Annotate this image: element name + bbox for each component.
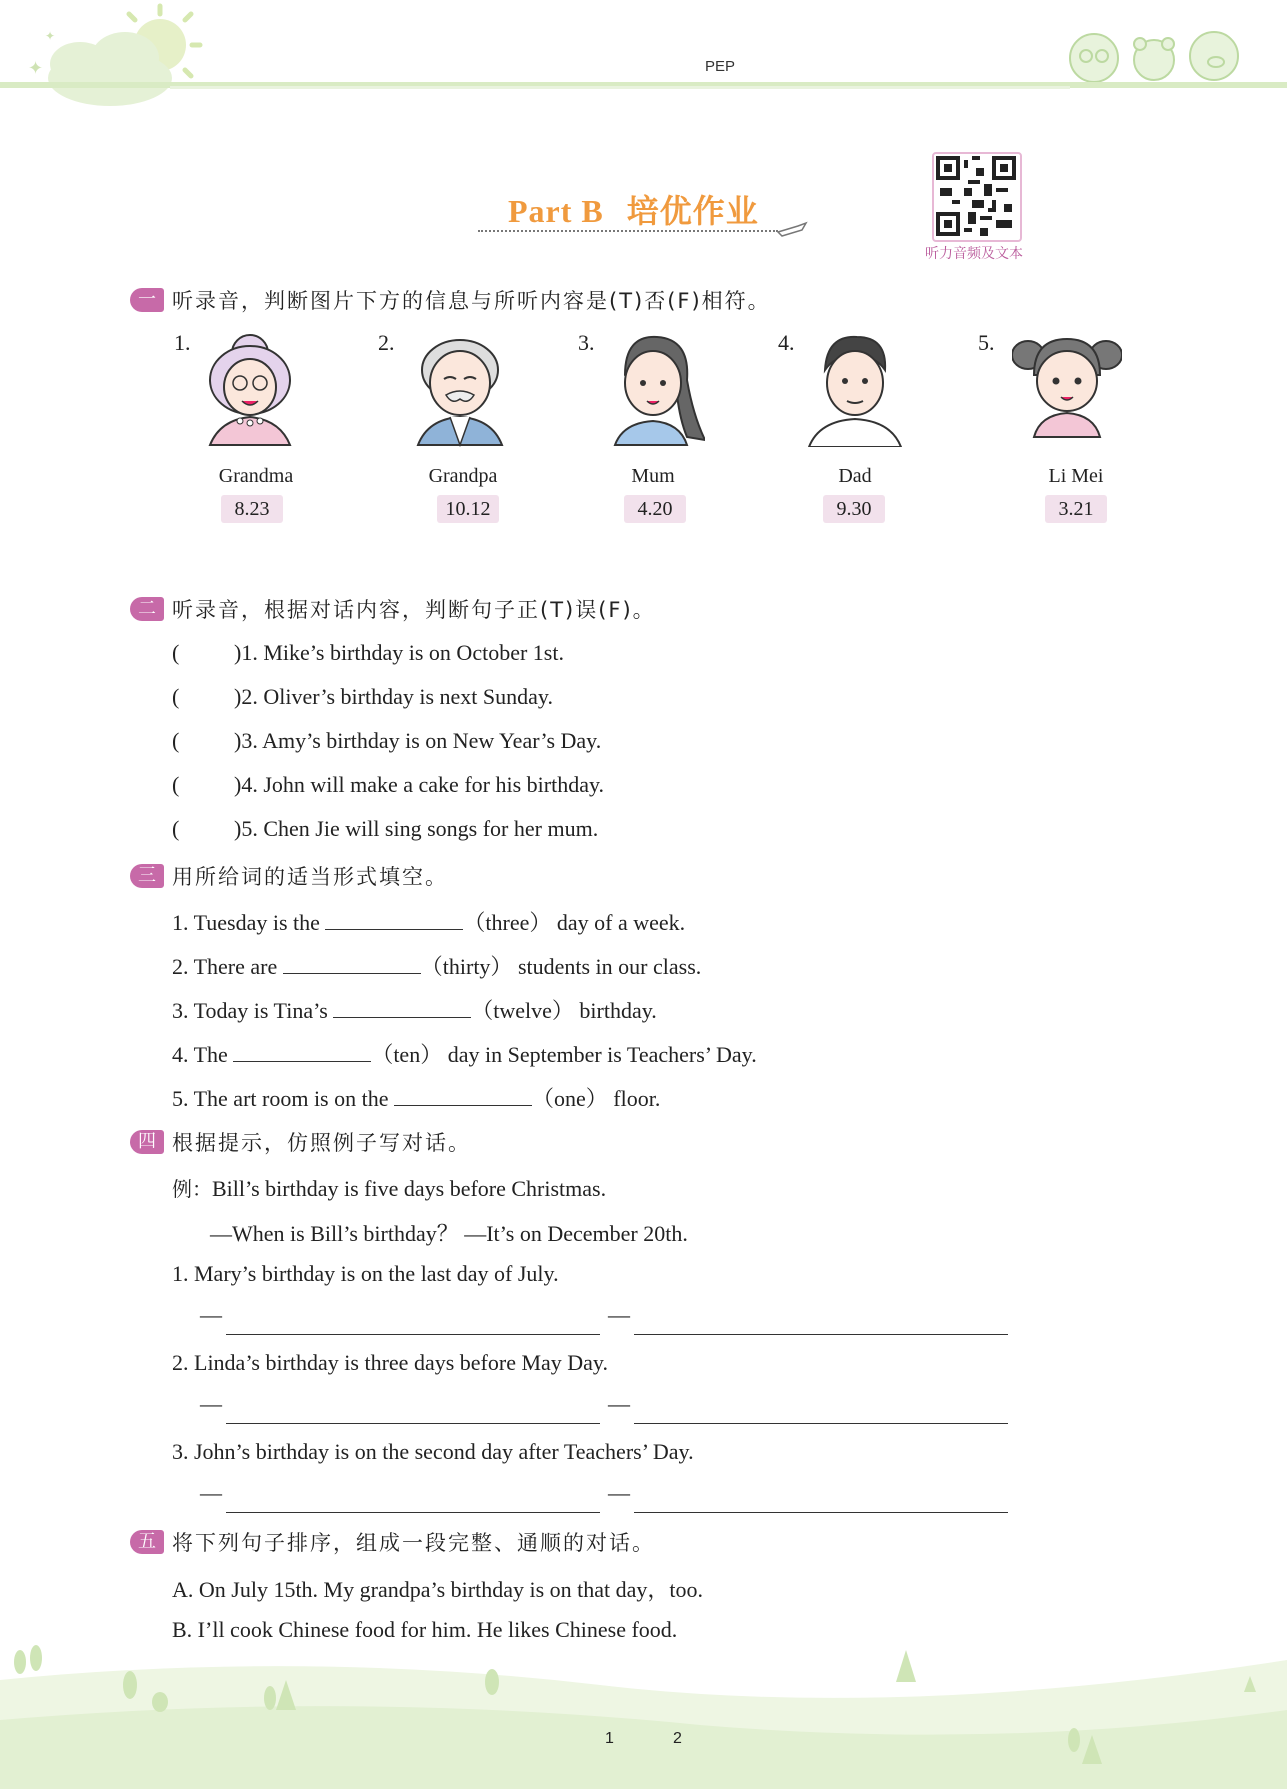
section-2-heading (130, 595, 656, 623)
figure-number: 1. (174, 330, 191, 355)
section-5-heading (130, 1528, 655, 1556)
judge-item: ( )3. Amy’s birthday is on New Year’s Day. (172, 728, 602, 753)
answer-line[interactable] (226, 1423, 600, 1424)
mum-portrait (605, 325, 705, 447)
section-4-heading (130, 1128, 471, 1156)
fill-item: 3. Today is Tina’s （twelve） birthday. (172, 994, 657, 1025)
judge-item: ( )4. John will make a cake for his birthday. (172, 772, 605, 797)
figure-name-grandma: Grandma (218, 465, 294, 487)
li-mei-portrait (1012, 325, 1122, 447)
dialogue-prompt: 1. Mary’s birthday is on the last day of July. (172, 1261, 559, 1286)
section-5-number: 五 (130, 1530, 164, 1554)
pencil-icon (776, 220, 810, 240)
section-5-instruction: 将下列句子排序，组成一段完整、通顺的对话。 (172, 1531, 655, 1555)
title-part: Part B (508, 193, 604, 229)
qr-frame (932, 152, 1022, 242)
ordering-item: A. On July 15th. My grandpa’s birthday is on that day，too. (172, 1577, 704, 1602)
figure-number: 3. (578, 330, 595, 355)
answer-blank[interactable] (394, 1083, 532, 1106)
answer-line[interactable] (634, 1423, 1008, 1424)
svg-text:✦: ✦ (28, 58, 44, 78)
book-label: PEP (705, 58, 736, 75)
qr-caption: 听力音频及文本 (925, 245, 1023, 261)
grandpa-portrait (410, 325, 510, 447)
answer-paren[interactable]: ( (172, 640, 180, 665)
figure-date: 8.23 (221, 495, 283, 523)
answer-paren[interactable]: ( (172, 728, 180, 753)
figure-date: 4.20 (624, 495, 686, 523)
answer-blank[interactable] (233, 1039, 371, 1062)
page-number-left: 1 (605, 1730, 614, 1747)
header-decoration-left (0, 0, 220, 120)
footer-hills-decoration (0, 1640, 1287, 1789)
fill-item: 1. Tuesday is the （three） day of a week. (172, 906, 685, 937)
title-underline (478, 230, 778, 232)
answer-line[interactable] (226, 1512, 600, 1513)
answer-blank[interactable] (325, 907, 463, 930)
fill-item: 5. The art room is on the （one） floor. (172, 1082, 660, 1113)
section-4-number: 四 (130, 1130, 164, 1154)
answer-blank[interactable] (333, 995, 471, 1018)
answer-blank[interactable] (283, 951, 421, 974)
fill-item: 4. The （ten） day in September is Teachers’ Day. (172, 1038, 757, 1069)
fill-item: 2. There are （thirty） students in our class. (172, 950, 701, 981)
figure-name-dad: Dad (838, 465, 872, 487)
dash: — (200, 1302, 222, 1327)
section-3-instruction: 用所给词的适当形式填空。 (172, 865, 448, 889)
section-1-instruction: 听录音，判断图片下方的信息与所听内容是(T)否(F)相符。 (172, 289, 771, 313)
svg-text:✦: ✦ (45, 29, 56, 43)
dad-portrait (805, 325, 905, 447)
title-cn: 培优作业 (626, 192, 759, 230)
figure-number: 2. (378, 330, 395, 355)
figure-date: 3.21 (1045, 495, 1107, 523)
example-line-1: 例：Bill’s birthday is five days before Christmas. (172, 1176, 607, 1201)
ordering-item: B. I’ll cook Chinese food for him. He likes Chinese food. (172, 1617, 678, 1642)
answer-line[interactable] (226, 1334, 600, 1335)
figure-date: 9.30 (823, 495, 885, 523)
dash: — (200, 1391, 222, 1416)
bear-icon (1134, 38, 1174, 80)
section-1-heading (130, 286, 771, 314)
example-label: 例： (172, 1177, 212, 1201)
judge-item: ( )5. Chen Jie will sing songs for her mum. (172, 816, 599, 841)
figure-number: 5. (978, 330, 995, 355)
figure-name-mum: Mum (631, 465, 675, 487)
section-4-instruction: 根据提示，仿照例子写对话。 (172, 1131, 471, 1155)
dash: — (608, 1391, 630, 1416)
dash: — (608, 1302, 630, 1327)
section-1-number: 一 (130, 288, 164, 312)
cat-icon (1070, 34, 1118, 82)
figure-name-li-mei: Li Mei (1048, 465, 1104, 487)
grandma-portrait (200, 325, 300, 447)
figure-name-grandpa: Grandpa (428, 465, 498, 487)
page-number-right: 2 (673, 1730, 682, 1747)
section-2-instruction: 听录音，根据对话内容，判断句子正(T)误(F)。 (172, 598, 656, 622)
answer-paren[interactable]: ( (172, 684, 180, 709)
header-band-inner (170, 86, 1070, 89)
header-decoration-animals (1060, 18, 1260, 88)
figure-date: 10.12 (437, 495, 499, 523)
dialogue-prompt: 2. Linda’s birthday is three days before May Day. (172, 1350, 609, 1375)
dialogue-prompt: 3. John’s birthday is on the second day after Teachers’ Day. (172, 1439, 694, 1464)
answer-line[interactable] (634, 1512, 1008, 1513)
figure-number: 4. (778, 330, 795, 355)
page-title (508, 186, 759, 232)
dash: — (608, 1480, 630, 1505)
answer-paren[interactable]: ( (172, 772, 180, 797)
pig-icon (1190, 32, 1238, 80)
section-2-number: 二 (130, 597, 164, 621)
answer-line[interactable] (634, 1334, 1008, 1335)
example-line-2: —When is Bill’s birthday？ —It’s on December 20th. (210, 1221, 688, 1246)
answer-paren[interactable]: ( (172, 816, 180, 841)
section-3-number: 三 (130, 864, 164, 888)
section-3-heading (130, 862, 448, 890)
judge-item: ( )2. Oliver’s birthday is next Sunday. (172, 684, 553, 709)
judge-item: ( )1. Mike’s birthday is on October 1st. (172, 640, 564, 665)
dash: — (200, 1480, 222, 1505)
